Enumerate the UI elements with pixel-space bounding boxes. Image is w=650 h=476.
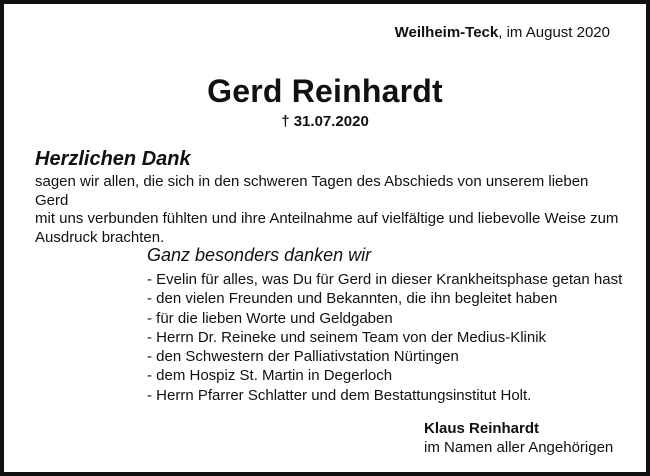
death-date: † 31.07.2020: [281, 113, 369, 130]
intro-line: mit uns verbunden fühlten und ihre Anteilnahme auf vielfältige und liebevolle Weise zum: [35, 210, 619, 227]
list-item: - für die lieben Worte und Geldgaben: [147, 309, 393, 327]
list-item: - dem Hospiz St. Martin in Degerloch: [147, 367, 393, 385]
place-date-line: [395, 24, 610, 42]
signature-block: [424, 419, 613, 457]
special-thanks-list: [147, 270, 622, 405]
thanks-heading: Herzlichen Dank: [35, 148, 191, 170]
list-item: - Herrn Pfarrer Schlatter und dem Bestattungsinstitut Holt.: [147, 386, 532, 404]
intro-line: sagen wir allen, die sich in den schweren Tagen des Abschieds von unserem lieben Gerd: [35, 173, 589, 209]
list-item: - Herrn Dr. Reineke und seinem Team von der Medius-Klinik: [147, 328, 547, 346]
date-text: , im August 2020: [498, 24, 610, 41]
list-item: - den Schwestern der Palliativstation Nürtingen: [147, 348, 459, 366]
place-name: Weilheim-Teck: [394, 24, 499, 41]
list-item: - Evelin für alles, was Du für Gerd in dieser Krankheitsphase getan hast: [147, 271, 623, 288]
deceased-name: Gerd Reinhardt: [207, 73, 443, 109]
list-item: - den vielen Freunden und Bekannten, die ihn begleitet haben: [147, 290, 558, 308]
special-thanks-heading: Ganz besonders danken wir: [147, 245, 372, 265]
intro-line: Ausdruck brachten.: [35, 228, 165, 246]
signature-name: Klaus Reinhardt: [424, 420, 540, 437]
intro-paragraph: [35, 173, 625, 247]
signature-subtitle: im Namen aller Angehörigen: [424, 439, 614, 456]
